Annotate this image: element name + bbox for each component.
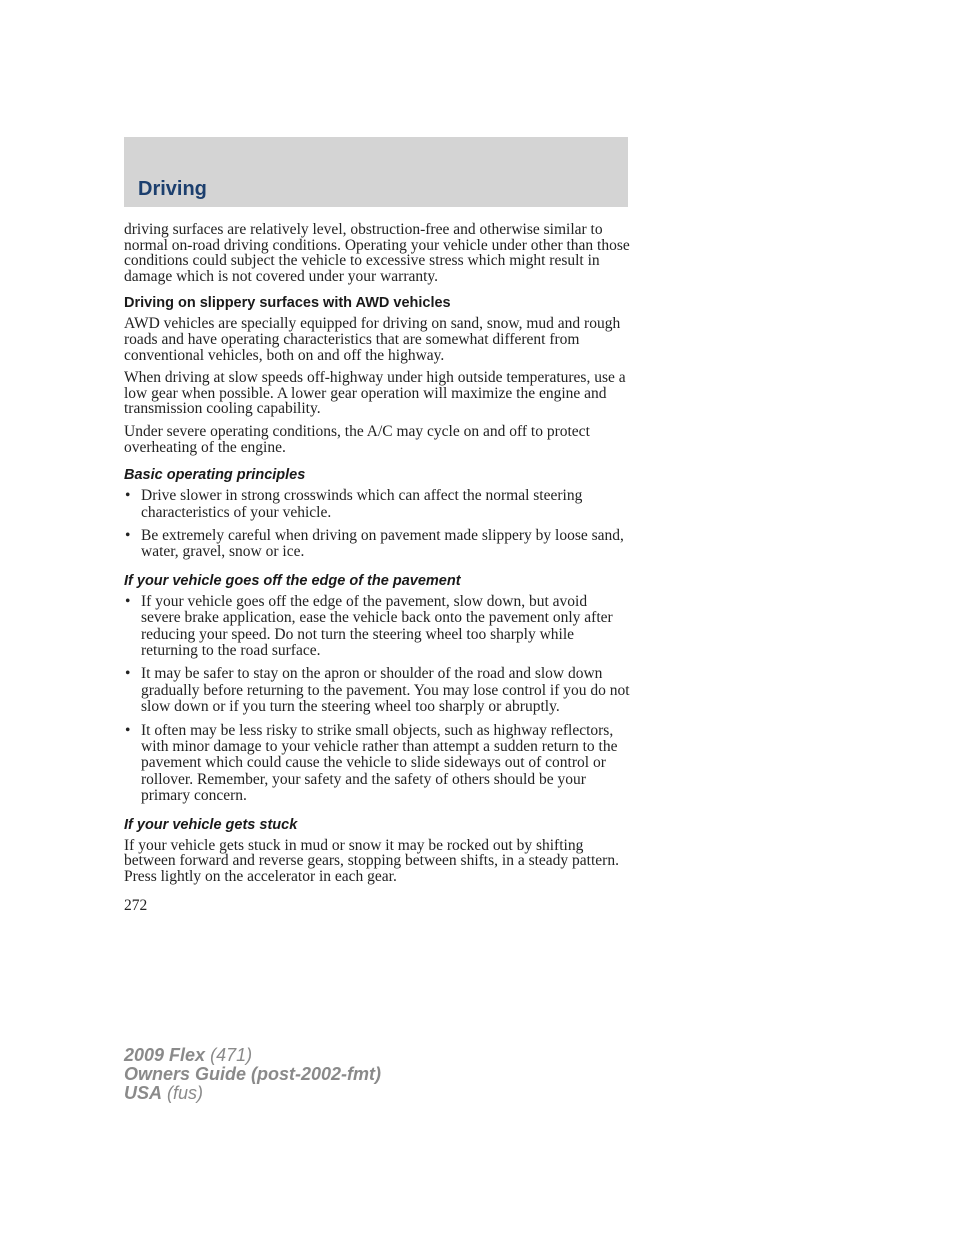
pavement-edge-heading: If your vehicle goes off the edge of the pavement (124, 572, 461, 589)
bullet-icon: • (125, 721, 131, 739)
list-item-text: It often may be less risky to strike small objects, such as highway reflectors, with minor damage to your vehicle rather than attempt a sudden return to the pavement which could cause the vehicle to slide sideways out of control or rollover. Remember, your safety and the safety of others should be your primary concern. (141, 721, 618, 805)
list-item (124, 723, 630, 805)
footer-model: 2009 Flex (124, 1045, 206, 1065)
list-item-text: It may be safer to stay on the apron or shoulder of the road and slow down gradually before returning to the pavement. You may lose control if you do not slow down or if you turn the steering wheel too sharply or abruptly. (141, 665, 630, 716)
page-number: 272 (124, 897, 148, 915)
page-content (124, 222, 630, 914)
intro-paragraph: driving surfaces are relatively level, obstruction-free and otherwise similar to normal on-road driving conditions. Operating your vehicle under other than those conditions could subject the vehicle to excessive stress which might result in damage which is not covered under your warranty. (124, 221, 630, 285)
footer-market-code: (fus) (167, 1083, 204, 1103)
section-title: Driving (138, 178, 207, 200)
footer-market: USA (124, 1083, 163, 1103)
footer-model-code: (471) (210, 1045, 253, 1065)
awd-heading: Driving on slippery surfaces with AWD vehicles (124, 295, 451, 312)
footer-guide-line (124, 1065, 381, 1084)
list-item (124, 666, 630, 715)
basic-principles-list (124, 488, 630, 561)
vehicle-stuck-heading: If your vehicle gets stuck (124, 816, 298, 833)
footer-market-line (124, 1084, 381, 1103)
awd-paragraph-3: Under severe operating conditions, the A/C may cycle on and off to protect overheating of the engine. (124, 422, 590, 456)
section-header-band (124, 137, 628, 207)
list-item (124, 594, 630, 660)
awd-paragraph-1: AWD vehicles are specially equipped for driving on sand, snow, mud and rough roads and have operating characteristics that are somewhat different from conventional vehicles, both on and off the highway. (124, 315, 621, 364)
pavement-edge-list (124, 594, 630, 805)
list-item-text: Drive slower in strong crosswinds which can affect the normal steering characteristics of your vehicle. (141, 487, 583, 521)
bullet-icon: • (125, 487, 131, 505)
footer-model-line (124, 1046, 381, 1065)
bullet-icon: • (125, 592, 131, 610)
basic-principles-heading: Basic operating principles (124, 467, 306, 484)
list-item (124, 528, 630, 561)
document-footer (124, 1046, 381, 1103)
list-item-text: Be extremely careful when driving on pavement made slippery by loose sand, water, gravel, snow or ice. (141, 526, 624, 561)
list-item (124, 488, 630, 521)
vehicle-stuck-paragraph: If your vehicle gets stuck in mud or snow it may be rocked out by shifting between forward and reverse gears, stopping between shifts, in a steady pattern. Press lightly on the accelerator in each gear. (124, 836, 619, 885)
bullet-icon: • (125, 665, 131, 683)
list-item-text: If your vehicle goes off the edge of the pavement, slow down, but avoid severe brake application, ease the vehicle back onto the pavement only after reducing your speed. Do not turn the steering wheel too sharply while returning to the road surface. (141, 592, 613, 659)
bullet-icon: • (125, 526, 131, 544)
footer-guide: Owners Guide (post-2002-fmt) (124, 1064, 382, 1084)
awd-paragraph-2: When driving at slow speeds off-highway under high outside temperatures, use a low gear when possible. A lower gear operation will maximize the engine and transmission cooling capability. (124, 369, 626, 418)
